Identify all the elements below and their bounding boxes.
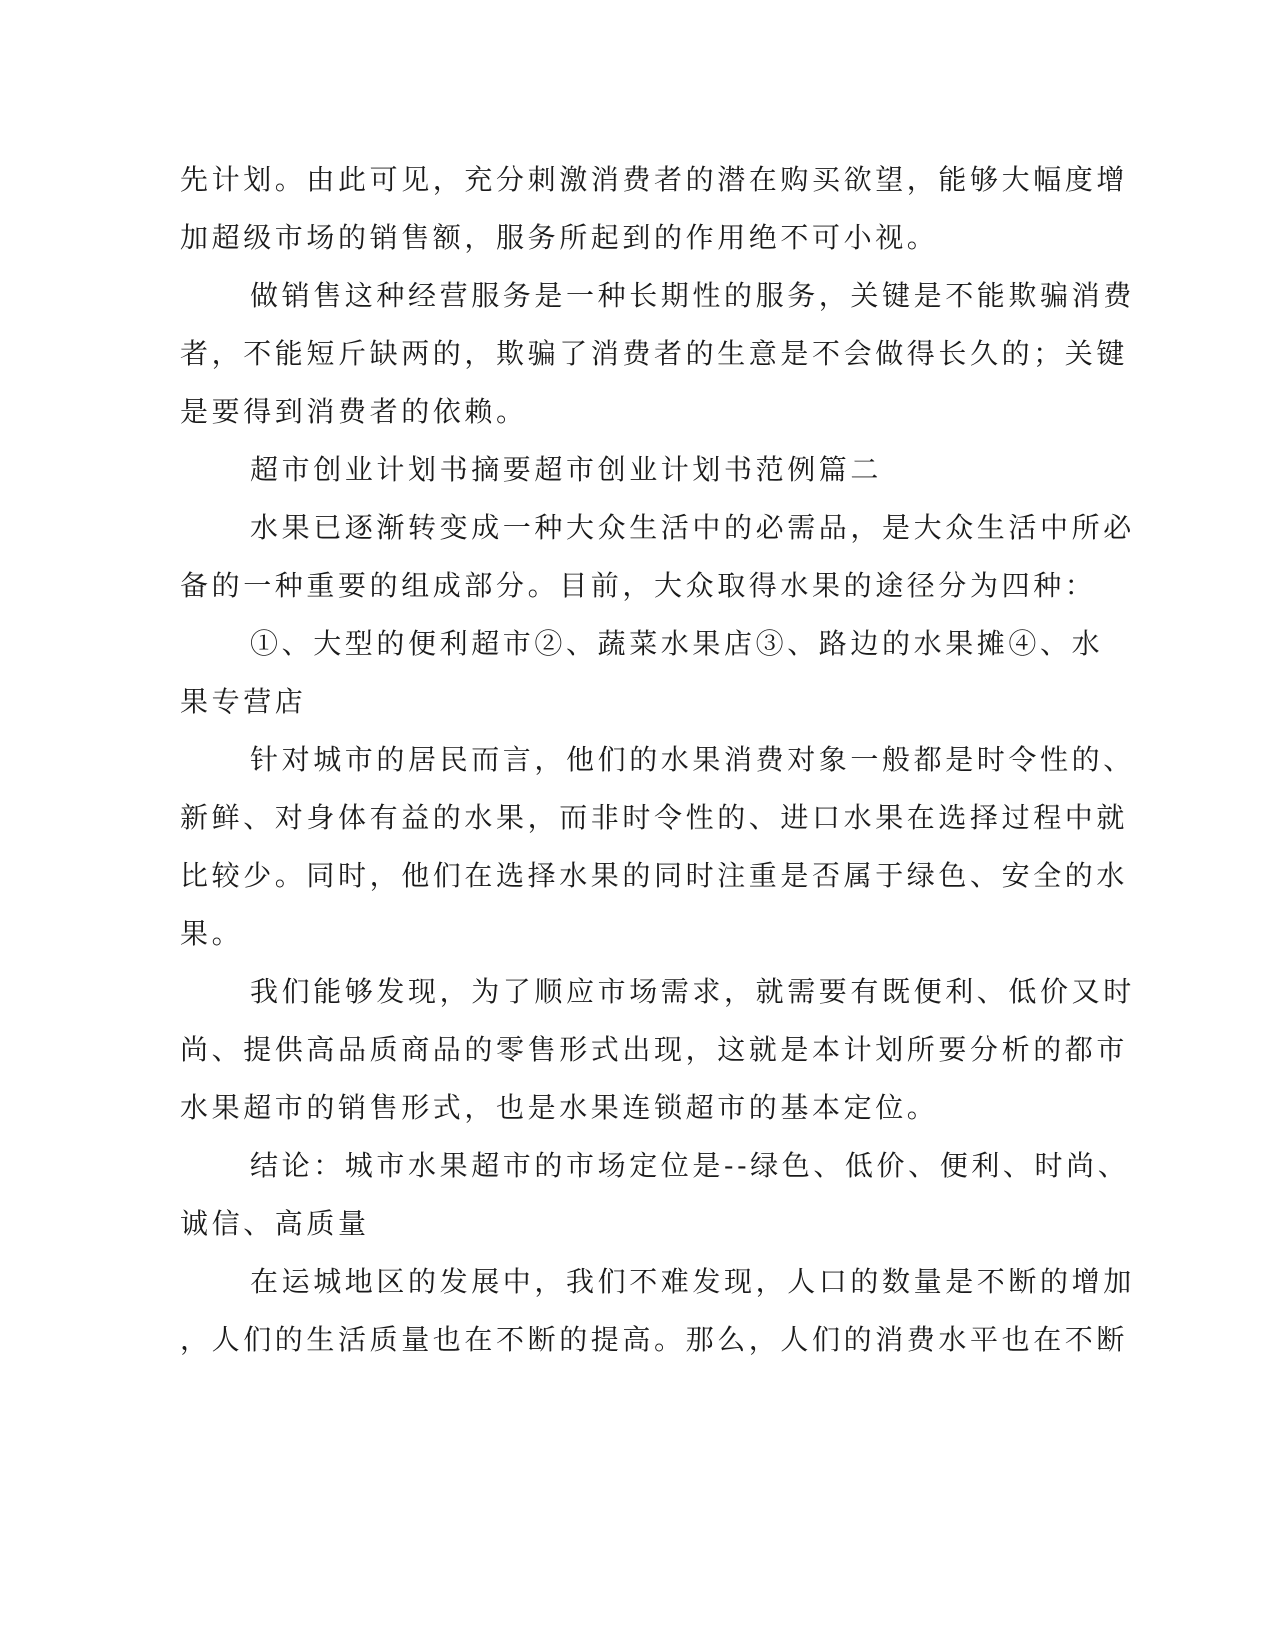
section-heading: 超市创业计划书摘要超市创业计划书范例篇二 <box>250 453 883 486</box>
paragraph-7-line-2: 诚信、高质量 <box>180 1207 370 1240</box>
paragraph-6-line-2: 尚、提供高品质商品的零售形式出现，这就是本计划所要分析的都市 <box>180 1033 1129 1066</box>
paragraph-3-line-1: 水果已逐渐转变成一种大众生活中的必需品，是大众生活中所必 <box>250 511 1135 544</box>
paragraph-8-line-1: 在运城地区的发展中，我们不难发现，人口的数量是不断的增加 <box>250 1265 1135 1298</box>
paragraph-4-line-1: ①、大型的便利超市②、蔬菜水果店③、路边的水果摊④、水 <box>250 627 1104 660</box>
paragraph-4-line-2: 果专营店 <box>180 685 307 718</box>
paragraph-5-line-3: 比较少。同时，他们在选择水果的同时注重是否属于绿色、安全的水 <box>180 859 1129 892</box>
paragraph-2-line-1: 做销售这种经营服务是一种长期性的服务，关键是不能欺骗消费 <box>250 279 1135 312</box>
paragraph-6-line-3: 水果超市的销售形式，也是水果连锁超市的基本定位。 <box>180 1091 939 1124</box>
paragraph-5-line-1: 针对城市的居民而言，他们的水果消费对象一般都是时令性的、 <box>250 743 1135 776</box>
paragraph-5-line-4: 果。 <box>180 917 244 950</box>
paragraph-6-line-1: 我们能够发现，为了顺应市场需求，就需要有既便利、低价又时 <box>250 975 1135 1008</box>
paragraph-5-line-2: 新鲜、对身体有益的水果，而非时令性的、进口水果在选择过程中就 <box>180 801 1129 834</box>
paragraph-7-line-1: 结论：城市水果超市的市场定位是--绿色、低价、便利、时尚、 <box>250 1149 1130 1182</box>
paragraph-8-line-2: ，人们的生活质量也在不断的提高。那么，人们的消费水平也在不断 <box>180 1323 1129 1356</box>
paragraph-2-line-3: 是要得到消费者的依赖。 <box>180 395 528 428</box>
paragraph-1-line-2: 加超级市场的销售额，服务所起到的作用绝不可小视。 <box>180 221 939 254</box>
paragraph-1-line-1: 先计划。由此可见，充分刺激消费者的潜在购买欲望，能够大幅度增 <box>180 163 1129 196</box>
paragraph-2-line-2: 者，不能短斤缺两的，欺骗了消费者的生意是不会做得长久的；关键 <box>180 337 1129 370</box>
paragraph-3-line-2: 备的一种重要的组成部分。目前，大众取得水果的途径分为四种： <box>180 569 1097 602</box>
